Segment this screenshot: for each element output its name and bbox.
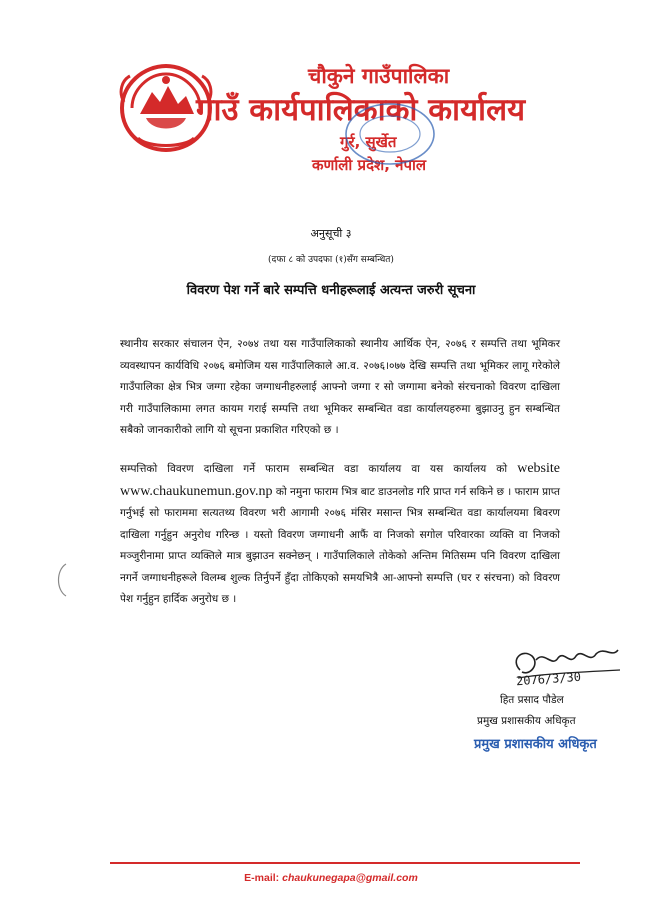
title-stamp: प्रमुख प्रशासकीय अधिकृत	[474, 737, 597, 752]
office-seal-icon	[330, 100, 440, 170]
footer-email-label: E-mail:	[244, 872, 280, 884]
letterhead-address-line2: कर्णाली प्रदेश, नेपाल	[312, 156, 427, 174]
paragraph-2-part1: सम्पत्तिको विवरण दाखिला गर्ने फाराम सम्बन्धित वडा कार्यालय वा यस कार्यालय को	[120, 463, 508, 475]
footer-email-address: chaukunegapa@gmail.com	[282, 872, 418, 884]
signer-title: प्रमुख प्रशासकीय अधिकृत	[477, 715, 576, 727]
paragraph-2	[120, 458, 560, 611]
footer-divider	[110, 862, 580, 864]
paragraph-2-part2: को नमुना फाराम भित्र बाट डाउनलोड गरि प्राप्त गर्न सकिने छ । फाराम प्राप्त गर्नुभई सो फाराममा सत्यतथ्य विवरण भरी आगामी २०७६ मंसिर मसान्त भित्र सम्बन्धित वडा कार्यालयमा बिवरण दाखिला गर्नुहुन अनुरोध गरिन्छ । यस्तो विवरण जग्गाधनी आफैं वा निजको सगोल परिवारका व्यक्ति वा निजको मञ्जुरीनामा प्राप्त व्यक्तिले मात्र बुझाउन सक्नेछन् । गाउँपालिकाले तोकेको अन्तिम मितिसम्म पनि विवरण दाखिला नगर्ने जग्गाधनीहरूले विलम्ब शुल्क तिर्नुपर्ने हुँदा तोकिएको समयभित्रै आ-आफ्नो सम्पत्ति (घर र संरचना) को विवरण पेश गर्नुहुन हार्दिक अनुरोध छ ।	[120, 485, 560, 605]
schedule-label: अनुसूची ३	[310, 227, 352, 240]
letterhead-office-name: गाउँ कार्यपालिकाको कार्यालय	[196, 92, 526, 128]
signature-date: 2076/3/30	[515, 669, 582, 689]
signer-name: हित प्रसाद पौडेल	[500, 694, 564, 706]
letterhead-address-line1: गुर्र, सुर्खेत	[340, 133, 397, 151]
footer-email	[0, 872, 662, 884]
letterhead-org-name: चौकुने गाउँपालिका	[308, 64, 450, 88]
paragraph-1: स्थानीय सरकार संचालन ऐन, २०७४ तथा यस गाउँपालिकाको स्थानीय आर्थिक ऐन, २०७६ र सम्पत्ति तथा भूमिकर व्यवस्थापन कार्यविधि २०७६ बमोजिम यस गाउँपालिकाले आ.व. २०७६।०७७ देखि सम्पत्ति तथा भूमिकर लागू गरेकोले गाउँपालिका क्षेत्र भित्र जग्गा रहेका जग्गाधनीहरुलाई आफ्नो जग्गा र सो जग्गामा बनेको संरचनाको विवरण दाखिला गरी गाउँपालिकामा लगत कायम गराई सम्पत्ति तथा भूमिकर सम्बन्धित वडा कार्यालयहरुमा बुझाउनु हुन सम्बन्धित सबैको जानकारीको लागि यो सूचना प्रकाशित गरिएको छ ।	[120, 338, 560, 436]
website-url: www.chaukunemun.gov.np	[120, 483, 273, 499]
notice-title: विवरण पेश गर्ने बारे सम्पत्ति धनीहरूलाई अत्यन्त जरुरी सूचना	[186, 283, 476, 298]
punch-hole-icon	[54, 562, 70, 598]
website-word: website	[517, 461, 560, 476]
related-clause: (दफा ८ को उपदफा (१)सँग सम्बन्धित)	[268, 255, 394, 265]
